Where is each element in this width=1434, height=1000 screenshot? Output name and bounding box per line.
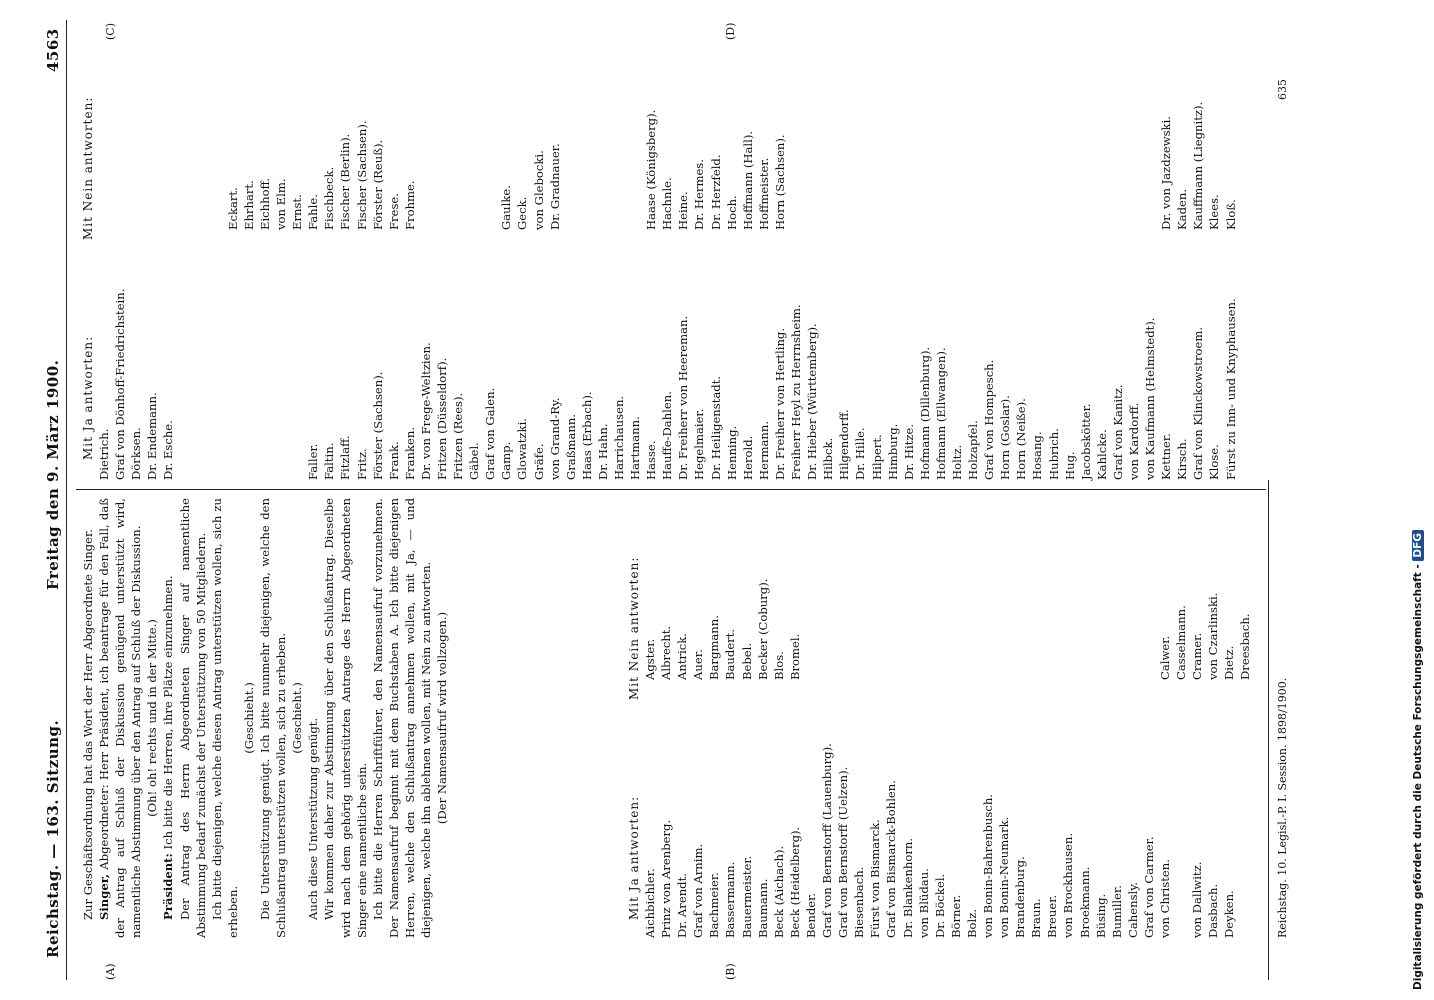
paragraph: Zur Geschäftsordnung hat das Wort der Herr Abgeordnete Singer. [81, 529, 95, 920]
list-item: Graßmann. [563, 414, 578, 480]
list-item: Graf von Carmer. [1141, 836, 1156, 938]
page-number: 4563 [44, 28, 62, 72]
paragraph: Ich bitte die Herren Schriftführer, den Namensaufruf vorzunehmen. Der Namensaufruf beginnt mit dem Buchstaben A. Ich bitte diejenigen Herren, welche den Schlußantrag annehmen wollen, mit Ja, — und diejenigen, welche ihn ablehnen wollen, mit Nein zu antworten. [370, 498, 433, 938]
list-item: Frese. [386, 193, 401, 230]
list-item: Deyken. [1222, 890, 1237, 938]
margin-mark-a: (A) [104, 963, 117, 980]
list-item: Hofmann (Ellwangen). [933, 347, 948, 480]
list-item: Graf von Bismarck-Bohlen. [884, 780, 899, 938]
list-item: Becker (Coburg). [755, 578, 770, 680]
list-item: Hofmann (Dillenburg). [917, 346, 932, 480]
list-item: Dr. Freiherr von Hertling. [772, 327, 787, 480]
list-item [273, 289, 289, 480]
list-item: Dörksen. [129, 427, 144, 480]
list-item: Agster. [643, 638, 657, 680]
list-item: Horn (Sachsen). [772, 134, 787, 230]
list-item: Bromel. [787, 633, 802, 680]
list-item: Albrecht. [659, 625, 674, 680]
digitization-credit-bar [1407, 0, 1434, 1000]
list-item: Fahle. [306, 194, 321, 230]
list-item: Fürst zu Inn- und Knyphausen. [1223, 298, 1238, 480]
speaker-name: Singer, [97, 874, 112, 920]
list-item: Baudert. [723, 628, 738, 680]
list-item: Kirsch. [1175, 438, 1190, 480]
list-item: Kauffmann (Liegnitz). [1191, 101, 1206, 230]
list-item [997, 102, 1013, 230]
column-divider [76, 489, 1266, 490]
list-item [1078, 102, 1094, 230]
list-item: Antrick. [675, 633, 690, 680]
list-item: Auer. [691, 649, 706, 680]
list-item: Hermann. [756, 420, 771, 480]
list-item: Hachnle. [660, 177, 675, 230]
list-item: Henning. [724, 425, 739, 480]
list-item: Förster (Sachsen). [370, 371, 385, 480]
list-item [1013, 102, 1029, 230]
list-item: Harrichausen. [612, 395, 626, 480]
speaker-name: Präsident: [161, 853, 176, 920]
list-item [96, 102, 112, 230]
list-item: Hasse. [644, 440, 659, 480]
list-item: von Christen. [1158, 859, 1172, 938]
paragraph [160, 498, 176, 938]
list-item: Dr. Hille. [853, 427, 868, 480]
list-item: Cramer. [1190, 632, 1205, 680]
margin-mark-b: (B) [724, 963, 737, 980]
list-item: von Czarlinski. [1206, 592, 1221, 680]
list-item: Fritz. [354, 448, 369, 480]
list-item: Dr. Herzfeld. [708, 154, 723, 230]
list-item: von Grand-Ry. [547, 397, 562, 480]
footer-left: Reichstag. 10. Legisl.-P. I. Session. 1898/1900. [1276, 677, 1289, 938]
list-item: Fischer (Berlin). [338, 133, 353, 230]
list-item: Franken. [402, 426, 417, 480]
list-item: Frank. [386, 441, 401, 480]
list-item [820, 102, 836, 230]
list-item: Dr. von Jazdzewski. [1159, 116, 1174, 230]
list-item [933, 102, 949, 230]
left-nein-list-2 [1157, 593, 1254, 680]
list-item: Breuer. [1045, 894, 1060, 938]
list-item: Bumiller. [1109, 885, 1124, 938]
list-item: Horn (Goslar). [998, 395, 1013, 480]
list-item: Dr. Blankenhorn. [900, 837, 915, 938]
list-item: Calwer. [1158, 635, 1172, 680]
list-item: Börner. [948, 894, 963, 938]
list-item: Cahensly. [1125, 882, 1140, 938]
list-item: Graf von Bernstorff (Lauenburg). [820, 743, 835, 938]
list-item: Fischer (Sachsen). [354, 120, 369, 230]
list-item: Freiherr Heyl zu Herrnsheim. [789, 304, 804, 480]
list-item: Heine. [676, 191, 691, 230]
list-item: Holtz. [949, 444, 964, 480]
list-item: Geck. [515, 196, 530, 230]
list-item: Dr. Böckel. [932, 873, 947, 938]
list-item: Bauermeister. [739, 855, 754, 938]
list-item: von Bonin-Neumark. [997, 816, 1012, 938]
list-item: Haase (Königsberg). [644, 109, 659, 230]
list-item [1094, 102, 1110, 230]
list-item: Hubrich. [1046, 428, 1061, 480]
paragraph: Die Unterstützung genügt. Ich bitte nunmehr diejenigen, welche den Schlußantrag unterstützen wollen, sich zu erheben. [258, 498, 289, 938]
footer-rule [1268, 480, 1269, 980]
list-item: Bender. [803, 892, 818, 938]
list-item: Horn (Neiße). [1014, 398, 1029, 480]
list-item: Bebel. [739, 642, 754, 680]
list-item: Klees. [1207, 194, 1222, 230]
list-item [965, 102, 981, 230]
list-item [176, 102, 192, 230]
list-item: Eichhoff. [257, 177, 272, 230]
list-item: Fritzen (Rees). [451, 392, 466, 480]
right-ja-list [96, 289, 1239, 480]
list-item: Dreesbach. [1238, 613, 1253, 680]
list-item [482, 102, 498, 230]
list-item [1062, 102, 1078, 230]
list-item: Fürst von Bismarck. [868, 819, 883, 938]
header-right: Freitag den 9. März 1900. [44, 359, 62, 590]
list-item [788, 102, 804, 230]
list-item: Hilpert. [869, 434, 884, 480]
list-item: Kettner. [1159, 433, 1174, 480]
list-item: Hauffe-Dahlen. [660, 391, 675, 480]
list-item: Kaden. [1175, 188, 1190, 230]
list-item [289, 289, 305, 480]
list-item: Glowatzki. [515, 418, 530, 480]
list-item [209, 102, 225, 230]
list-item: von Glebocki. [531, 150, 546, 230]
list-item: Gamp. [499, 441, 514, 480]
list-item [917, 102, 933, 230]
list-item: Dr. Endemann. [145, 392, 160, 480]
left-nein-heading: Mit Nein antworten: [627, 556, 641, 700]
list-item [981, 102, 997, 230]
list-item [949, 102, 965, 230]
list-item [1173, 743, 1189, 938]
list-item: Dr. Hahn. [595, 423, 610, 480]
right-nein-heading: Mit Nein antworten: [81, 96, 95, 240]
list-item: Bassermann. [723, 861, 738, 938]
list-item: Förster (Reuß). [370, 139, 385, 230]
list-item [852, 102, 868, 230]
list-item: von Kardorff. [1127, 402, 1141, 480]
list-item: Büsing. [1093, 893, 1108, 938]
list-item: Klose. [1207, 444, 1222, 480]
list-item: Hilgendorff. [837, 409, 852, 480]
list-item [1142, 102, 1158, 230]
list-item: Dietz. [1222, 645, 1237, 680]
margin-mark-c: (C) [104, 23, 117, 40]
list-item: Blos. [771, 651, 786, 680]
list-item: Graf von Arnim. [691, 843, 706, 938]
dfg-logo: DFG [1412, 530, 1424, 561]
right-ja-heading: Mit Ja antworten: [81, 335, 95, 460]
paragraph-text: Ich bitte die Herren, ihre Plätze einzunehmen. [161, 575, 176, 854]
list-item: Braun. [1029, 898, 1044, 938]
credit-text: Digitalisierung gefördert durch die Deutsche Forschungsgemeinschaft - [1412, 564, 1424, 990]
list-item: Dr. von Frege-Weltzien. [418, 342, 433, 480]
list-item: Hosang. [1030, 431, 1045, 480]
list-item: Aichbichler. [643, 868, 657, 938]
list-item: Dr. Gradnauer. [547, 143, 562, 230]
list-item: Ernst. [290, 194, 305, 230]
list-item: Brandenburg. [1013, 856, 1028, 938]
list-item: Frohme. [402, 180, 417, 230]
list-item: Fritzen (Düsseldorf). [434, 357, 449, 480]
paragraph: Wir kommen daher zur Abstimmung über den Schlußantrag. Dieselbe wird nach dem gehörig unterstützten Antrage des Herrn Abgeordneten Singer eine namentliche sein. [322, 498, 369, 938]
list-item: Fitzlaff. [338, 435, 353, 480]
list-item: Hilbck. [821, 437, 836, 480]
list-item: Dietrich. [97, 428, 111, 480]
list-item [450, 102, 466, 230]
list-item: Bargmann. [707, 615, 722, 680]
left-ja-list [642, 743, 1237, 938]
list-item: von Brockhausen. [1061, 832, 1076, 938]
list-item [1110, 102, 1126, 230]
list-item: Beck (Aichach). [771, 845, 786, 938]
list-item: Hegelmaier. [692, 408, 707, 480]
list-item: Dr. Freiherr von Heereman. [676, 315, 691, 480]
list-item: von Blüdau. [916, 868, 931, 938]
list-item [418, 102, 434, 230]
paragraph: (Der Namensaufruf wird vollzogen.) [435, 611, 450, 825]
list-item: Graf von Hompesch. [982, 359, 997, 480]
list-item [225, 289, 241, 480]
list-item: Gäbel. [467, 442, 482, 480]
list-item: Beck (Heidelberg). [787, 826, 802, 938]
list-item [466, 102, 482, 230]
list-item: von Bonin-Bahrenbusch. [980, 794, 995, 938]
list-item: Hoch. [724, 195, 739, 230]
list-item [257, 289, 273, 480]
list-item: Dr. Hieber (Württemberg). [805, 323, 820, 480]
list-item: Graf von Dönhoff-Friedrichstein. [113, 288, 128, 480]
list-item [160, 102, 176, 230]
list-item [144, 102, 160, 230]
list-item: Fischbeck. [322, 166, 337, 230]
list-item: Jacobskötter. [1078, 403, 1093, 480]
list-item: Dr. Hermes. [692, 159, 707, 230]
list-item: Kloß. [1223, 199, 1238, 230]
header-rule [66, 20, 67, 980]
left-ja-heading: Mit Ja antworten: [627, 795, 641, 920]
list-item [836, 102, 852, 230]
list-item: Gräfe. [531, 443, 546, 480]
list-item: Dr. Heiligenstadt. [708, 375, 723, 480]
list-item: Graf von Galen. [483, 387, 498, 480]
list-item [611, 102, 627, 230]
paragraph [96, 498, 144, 938]
footer-right: 635 [1276, 79, 1289, 100]
list-item: Prinz von Arenberg. [659, 819, 674, 938]
list-item: Hoffmeister. [756, 157, 771, 230]
list-item: Kahlcke. [1094, 429, 1109, 480]
list-item: Hug. [1062, 451, 1077, 480]
list-item: Haas (Erbach). [579, 391, 594, 480]
list-item: Ehrhart. [241, 180, 256, 230]
list-item: Holzapfel. [966, 420, 981, 480]
paragraph: (Geschieht.) [290, 682, 305, 754]
list-item [193, 289, 209, 480]
list-item [901, 102, 917, 230]
list-item: Casselmann. [1174, 605, 1189, 680]
margin-mark-d: (D) [724, 22, 737, 40]
list-item [241, 289, 257, 480]
paragraph: Auch diese Unterstützung genügt. [306, 717, 321, 920]
list-item [209, 289, 225, 480]
list-item [176, 289, 192, 480]
paragraph: Ich bitte diejenigen, welche diesen Antrag unterstützen wollen, sich zu erheben. [209, 498, 240, 938]
list-item [434, 102, 450, 230]
list-item: Herold. [740, 435, 755, 480]
list-item [579, 102, 595, 230]
list-item: Dr. Hitze. [901, 423, 916, 480]
list-item: Graf von Klinckowstroem. [1191, 326, 1206, 480]
list-item [804, 102, 820, 230]
paragraph-text: Abgeordneter: Herr Präsident, ich beantrage für den Fall, daß der Antrag auf Schluß der Diskussion genügend unterstützt wird, namentliche Abstimmung über den Antrag auf Schluß der Diskussion. [97, 498, 144, 938]
list-item: Biesenbach. [852, 866, 867, 938]
list-item: Bachmeier. [707, 872, 722, 938]
list-item: von Kaufmann (Helmstedt). [1143, 317, 1158, 480]
right-nein-list [96, 102, 1239, 230]
list-item: von Dallwitz. [1190, 861, 1205, 938]
list-item: Dr. Arendt. [675, 873, 690, 938]
list-item [627, 102, 643, 230]
list-item [885, 102, 901, 230]
header-left: Reichstag. — 163. Sitzung. [44, 719, 62, 958]
paragraph: Der Antrag des Herrn Abgeordneten Singer auf namentliche Abstimmung bedarf zunächst der Unterstützung von 50 Mitgliedern. [177, 498, 208, 938]
left-column-text [80, 498, 450, 938]
list-item [112, 102, 128, 230]
paragraph: (Oh! oh! rechts und in der Mitte.) [145, 619, 160, 817]
list-item: Faltin. [322, 442, 337, 480]
list-item: Eckart. [225, 187, 240, 230]
digitization-credit [1412, 0, 1424, 990]
list-item: Gaulke. [499, 185, 514, 230]
list-item: Graf von Kanitz. [1110, 384, 1125, 480]
list-item: Himburg. [885, 423, 900, 480]
list-item: Dasbach. [1206, 883, 1221, 938]
left-nein-list [642, 579, 803, 680]
list-item: Baumann. [755, 878, 770, 938]
list-item [869, 102, 885, 230]
list-item: Hoffmann (Hall). [740, 130, 755, 230]
list-item [1029, 102, 1045, 230]
list-item: Dr. Esche. [161, 420, 176, 480]
list-item: Broekmann. [1077, 866, 1092, 938]
list-item [1126, 102, 1142, 230]
list-item: Hartmann. [628, 416, 643, 480]
list-item [563, 102, 579, 230]
list-item [128, 102, 144, 230]
list-item: Faller. [306, 443, 321, 480]
list-item: Graf von Bernstorff (Uelzen). [836, 766, 851, 938]
list-item [595, 102, 611, 230]
list-item: Bolz. [964, 908, 979, 938]
list-item [1046, 102, 1062, 230]
list-item [193, 102, 209, 230]
paragraph: (Geschieht.) [241, 682, 256, 754]
list-item: von Elm. [274, 178, 289, 230]
